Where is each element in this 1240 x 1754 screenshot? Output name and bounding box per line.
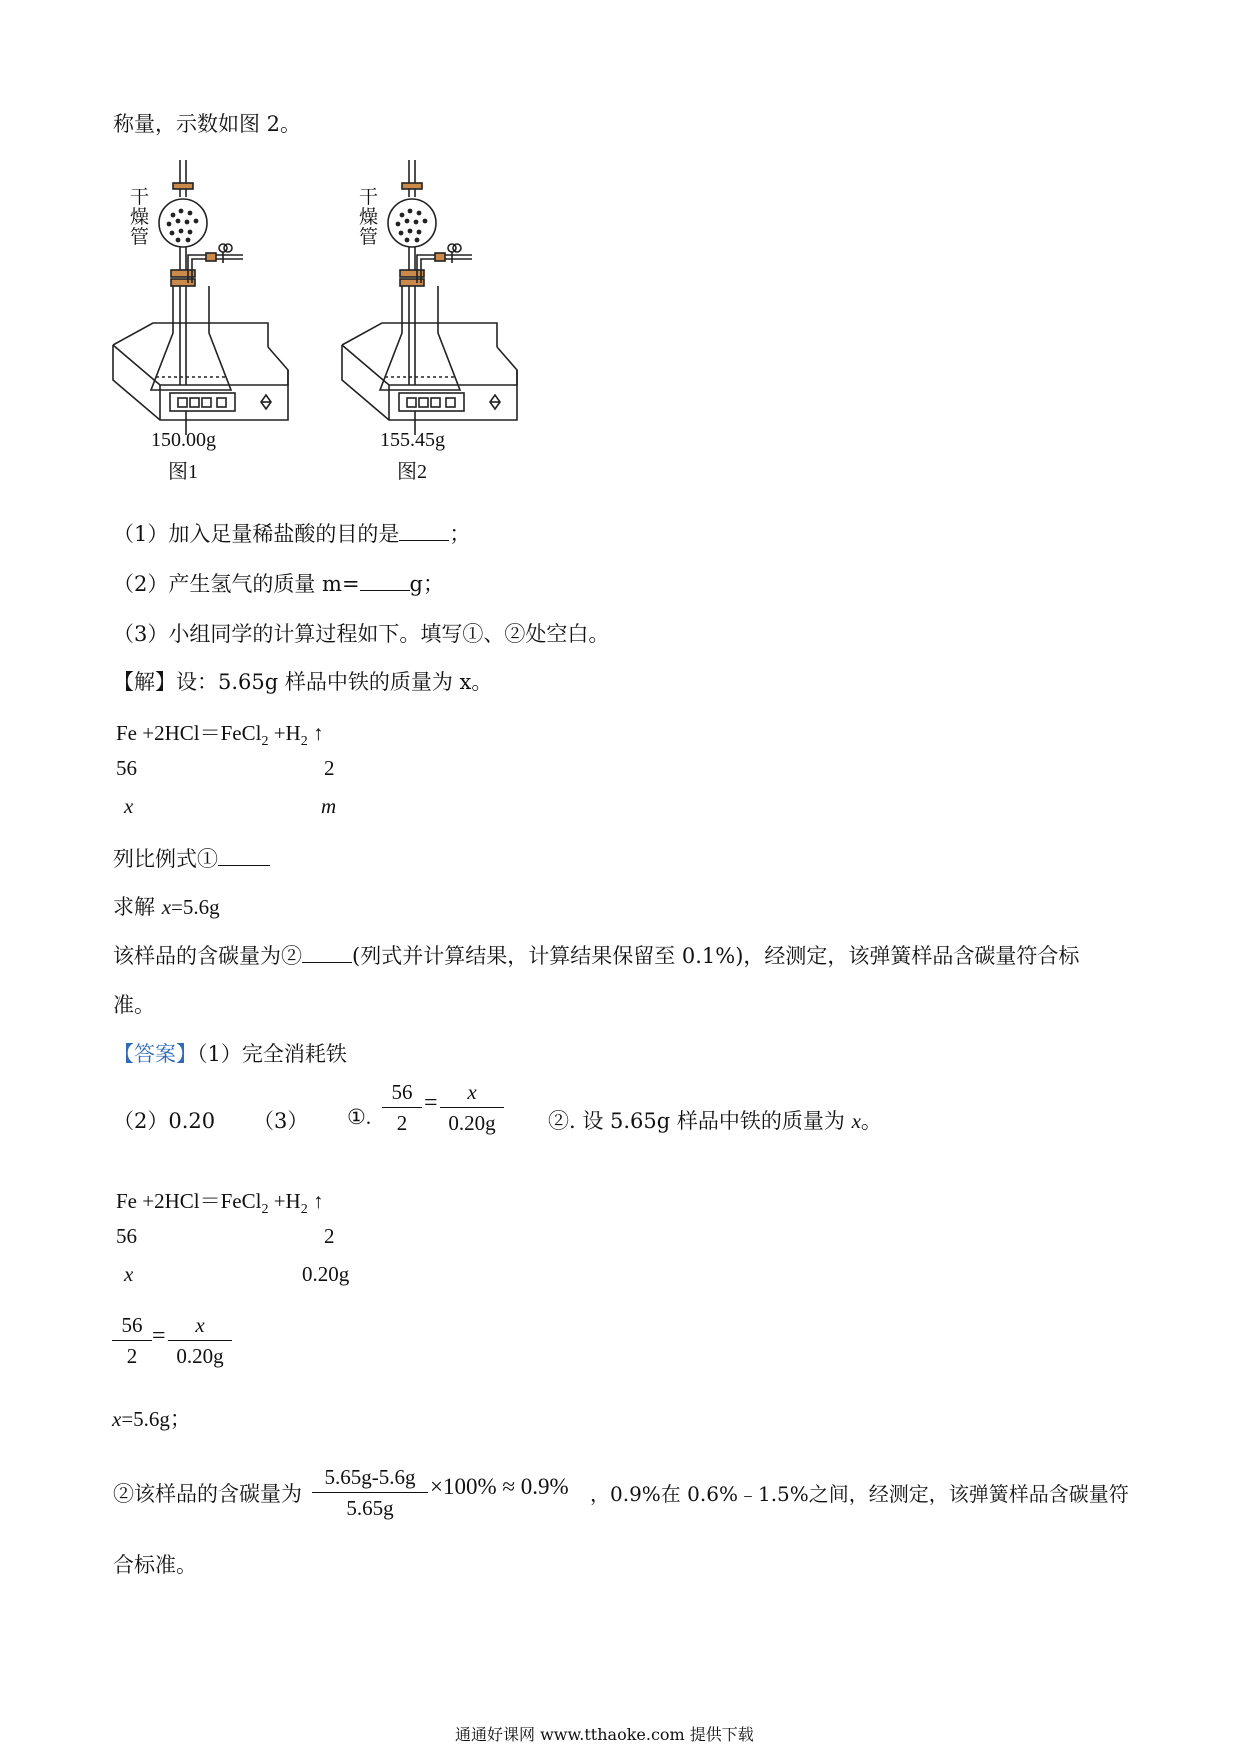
answer-3-part2: ②. 设 5.65g 样品中铁的质量为 x。: [548, 1109, 882, 1133]
molar-mass-h2: 2: [324, 756, 335, 780]
ratio-line: 列比例式①: [113, 843, 270, 873]
answer-chemical-equation: Fe +2HCl＝FeCl$_2$ $+H_2$ ↑: [116, 1189, 324, 1218]
fraction-x-over-mass: x 0.20g: [440, 1077, 504, 1138]
answer-carbon-tail: 合标准。: [113, 1553, 197, 1577]
equals-sign: =: [424, 1090, 438, 1116]
chemical-equation: Fe +2HCl＝FeCl$_2$ $+H_2$ ↑: [116, 721, 324, 750]
carbon-content-result: ×100% ≈ 0.9%: [430, 1474, 569, 1499]
answer-mass-h2: 0.20g: [302, 1262, 350, 1286]
molar-mass-fe: 56: [116, 756, 137, 780]
fig2-caption: 图2: [397, 461, 427, 483]
answer-fraction-56-over-2: 56 2: [112, 1310, 152, 1371]
fraction-56-over-2: 56 2: [382, 1077, 422, 1138]
figure-1-balance: [108, 155, 308, 485]
tube-label: [359, 186, 378, 248]
answer-equals-sign: =: [152, 1323, 166, 1349]
answer-var-x: x: [124, 1262, 134, 1286]
answer-3-label: （3）: [253, 1109, 309, 1133]
svg-text:干: 干: [359, 187, 379, 208]
answer-tag: 【答案】: [113, 1042, 197, 1066]
fig1-reading: 150.00g: [151, 429, 216, 451]
svg-text:燥: 燥: [359, 207, 379, 228]
solution-heading: 【解】设：5.65g 样品中铁的质量为 x。: [113, 670, 493, 694]
answer-carbon-pre: ②该样品的含碳量为: [113, 1482, 302, 1506]
question-3: （3）小组同学的计算过程如下。填写①、②处空白。: [113, 622, 610, 646]
answer-blank: [218, 847, 270, 866]
answer-blank: [302, 944, 352, 963]
figure-2-balance: [337, 155, 537, 485]
svg-text:燥: 燥: [130, 207, 150, 228]
svg-text:管: 管: [359, 227, 379, 248]
answer-blank: [360, 572, 410, 591]
carbon-content-fraction: 5.65g-5.6g 5.65g: [312, 1462, 428, 1523]
carbon-content-line: 该样品的含碳量为② (列式并计算结果，计算结果保留至 0.1%)，经测定，该弹簧样品含碳量符合标: [113, 944, 1080, 968]
fig2-reading: 155.45g: [380, 429, 445, 451]
solve-line: 求解 x=5.6g: [113, 895, 220, 919]
carbon-content-tail: 准。: [113, 993, 155, 1017]
svg-text:干: 干: [130, 187, 150, 208]
answer-carbon-post: ，0.9%在 0.6%﹣1.5%之间，经测定，该弹簧样品含碳量符: [590, 1482, 1129, 1506]
answer-1-line: 【答案】（1）完全消耗铁: [113, 1042, 347, 1066]
answer-x-result: x=5.6g；: [112, 1407, 191, 1431]
question-1: （1）加入足量稀盐酸的目的是 ；: [113, 522, 471, 546]
var-x: x: [124, 794, 134, 818]
answer-blank: [399, 522, 449, 541]
answer-3-part1-label: ①.: [347, 1105, 372, 1129]
question-2: （2）产生氢气的质量 m= g；: [113, 572, 444, 596]
answer-fraction-x-over-mass: x 0.20g: [168, 1310, 232, 1371]
var-m: m: [321, 794, 337, 818]
page-footer: 通通好课网 www.tthaoke.com 提供下载: [455, 1725, 754, 1744]
answer-2: （2）0.20: [113, 1109, 216, 1133]
answer-molar-mass-h2: 2: [324, 1224, 335, 1248]
svg-text:管: 管: [130, 227, 150, 248]
intro-text: 称量，示数如图 2。: [113, 112, 302, 136]
answer-molar-mass-fe: 56: [116, 1224, 137, 1248]
tube-label: [130, 186, 149, 248]
fig1-caption: 图1: [168, 461, 198, 483]
